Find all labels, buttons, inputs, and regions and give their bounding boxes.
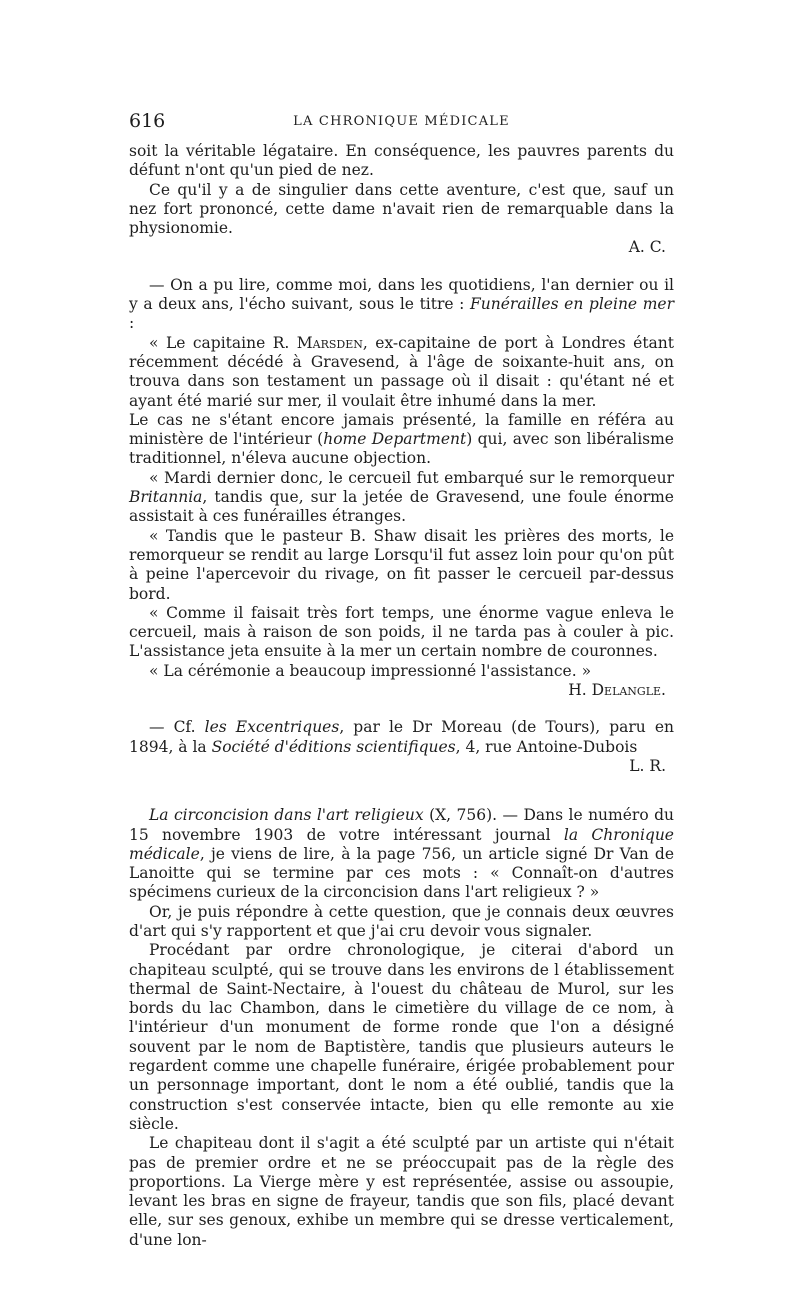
signature: L. R. (629, 756, 666, 775)
page-header (129, 110, 674, 134)
paragraph: Procédant par ordre chronologique, je citerai d'abord un chapiteau sculpté, qui se trouve dans les environs de l établissement thermal de Saint-Nectaire, à l'ouest du château de Murol, sur les bords du lac Chambon, dans le cimetière du village de ce nom, à l'intérieur d'un monument de forme ronde que l'on a désigné souvent par le nom de Baptistère, tandis que plusieurs auteurs le regardent comme une chapelle funéraire, érigée probablement pour un personnage important, dont le nom a été oublié, tandis que la construction s'est conservée intacte, bien qu elle remonte au xie siècle. (129, 941, 674, 1133)
paragraph: « La cérémonie a beaucoup impressionné l'assistance. » (149, 661, 592, 680)
paragraph: La circoncision dans l'art religieux (X, 756). — Dans le numéro du 15 novembre 1903 de votre intéressant journal la Chronique médicale, je viens de lire, à la page 756, un article signé Dr Van de Lanoitte qui se termine par ces mots : « Connaît-on d'autres spécimens curieux de la circoncision dans l'art religieux ? » (129, 806, 674, 902)
signature: A. C. (628, 238, 666, 257)
signature: H. Delangle. (568, 681, 666, 700)
paragraph: — On a pu lire, comme moi, dans les quotidiens, l'an dernier ou il y a deux ans, l'écho suivant, sous le titre : Funérailles en pleine mer : (129, 275, 674, 333)
paragraph: Le chapiteau dont il s'agit a été sculpté par un artiste qui n'était pas de premier ordre et ne se préoccupait pas de la règle des proportions. La Vierge mère y est représentée, assise ou assoupie, levant les bras en signe de frayeur, tandis que son fils, placé devant elle, sur ses genoux, exhibe un membre qui se dresse verticalement, d'une lon- (129, 1134, 674, 1249)
paragraph: Le cas ne s'étant encore jamais présenté, la famille en référa au ministère de l'intérieur (home Department) qui, avec son libéralisme traditionnel, n'éleva aucune objection. (129, 410, 674, 468)
paragraph: « Tandis que le pasteur B. Shaw disait les prières des morts, le remorqueur se rendit au large Lorsqu'il fut assez loin pour qu'on pût à peine l'apercevoir du rivage, on fit passer le cercueil par-dessus bord. (129, 526, 674, 603)
paragraph: soit la véritable légataire. En conséquence, les pauvres parents du défunt n'ont qu'un pied de nez. (129, 142, 674, 180)
paragraph: — Cf. les Excentriques, par le Dr Moreau (de Tours), paru en 1894, à la Société d'éditions scientifiques, 4, rue Antoine-Dubois (129, 718, 675, 756)
running-title: LA CHRONIQUE MÉDICALE (293, 114, 510, 129)
paragraph: « Le capitaine R. Marsden, ex-capitaine de port à Londres étant récemment décédé à Gravesend, à l'âge de soixante-huit ans, on trouva dans son testament un passage où il disait : qu'étant né et ayant été marié sur mer, il voulait être inhumé dans la mer. (129, 333, 674, 410)
page-number: 616 (129, 110, 166, 132)
paragraph: « Mardi dernier donc, le cercueil fut embarqué sur le remorqueur Britannia, tandis que, sur la jetée de Gravesend, une foule énorme assistait à ces funérailles étranges. (129, 468, 674, 526)
body-text (129, 142, 674, 1250)
paragraph: Or, je puis répondre à cette question, que je connais deux œuvres d'art qui s'y rapportent et que j'ai cru devoir vous signaler. (129, 902, 674, 940)
paragraph: Ce qu'il y a de singulier dans cette aventure, c'est que, sauf un nez fort prononcé, cette dame n'avait rien de remarquable dans la physionomie. (129, 180, 674, 238)
paragraph: « Comme il faisait très fort temps, une énorme vague enleva le cercueil, mais à raison de son poids, il ne tarda pas à couler à pic. L'assistance jeta ensuite à la mer un certain nombre de couronnes. (129, 603, 674, 661)
